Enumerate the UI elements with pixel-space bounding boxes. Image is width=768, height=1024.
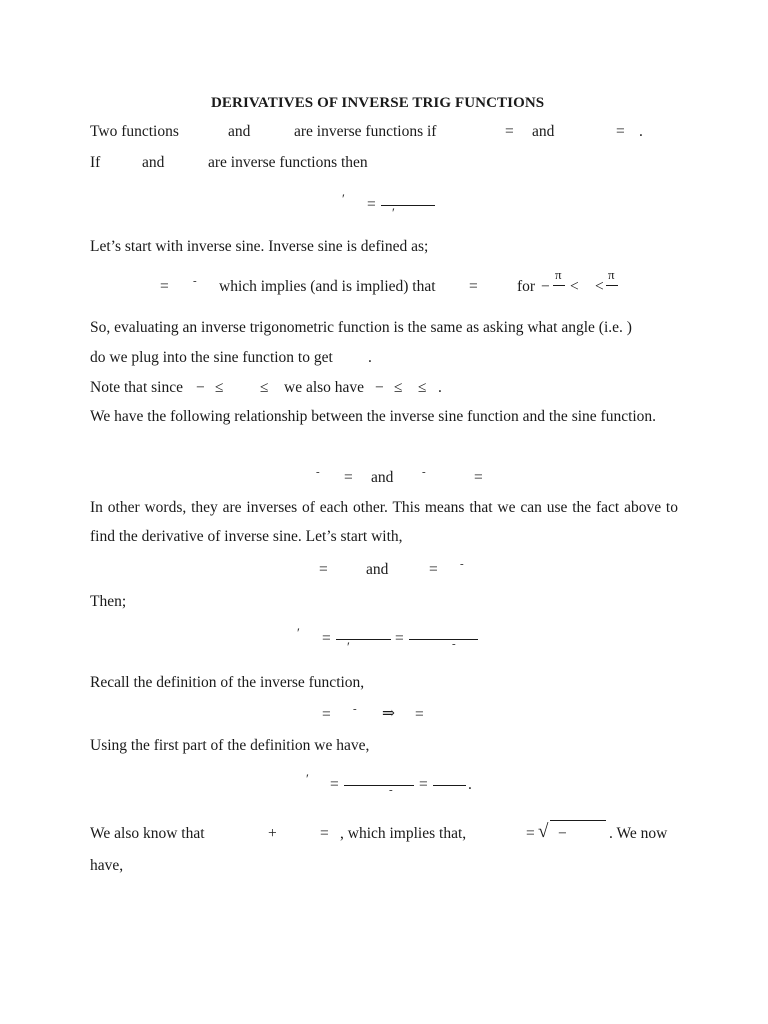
equals-sign: = bbox=[395, 630, 404, 647]
equals-sign: = bbox=[616, 123, 625, 140]
equals-sign: = bbox=[160, 278, 169, 295]
text-evaluating-line: So, evaluating an inverse trigonometric function is the same as asking what angle (i.e. ) bbox=[90, 319, 632, 336]
fraction-bar bbox=[606, 285, 618, 286]
text-evaluating bbox=[90, 320, 678, 336]
superscript-minus: - bbox=[193, 275, 197, 287]
less-equal: ≤ bbox=[418, 379, 427, 396]
text-which-implies-that: , which implies that, bbox=[340, 825, 467, 842]
text-if: If bbox=[90, 154, 101, 171]
text-for: for bbox=[517, 278, 536, 295]
equals-sign: = bbox=[419, 776, 428, 793]
text-which-implies: which implies (and is implied) that bbox=[219, 278, 436, 295]
minus-sign: − bbox=[196, 379, 205, 396]
superscript-minus: - bbox=[389, 784, 393, 796]
text-then: Then; bbox=[90, 593, 127, 610]
text-and: and bbox=[228, 123, 251, 140]
equals-sign: = bbox=[320, 825, 329, 842]
superscript-minus: - bbox=[452, 638, 456, 650]
paragraph-inverses bbox=[90, 493, 678, 551]
text-are-inverse-then: are inverse functions then bbox=[208, 154, 368, 171]
superscript-minus: - bbox=[460, 558, 464, 570]
less-equal: ≤ bbox=[260, 379, 269, 396]
equals-sign: = bbox=[367, 196, 376, 213]
minus-sign: − bbox=[558, 825, 567, 842]
text-recall-definition: Recall the definition of the inverse function, bbox=[90, 674, 365, 691]
text-we-also-know: We also know that bbox=[90, 825, 205, 842]
text-and: and bbox=[532, 123, 555, 140]
text-and: and bbox=[366, 561, 389, 578]
fraction-bar bbox=[553, 285, 565, 286]
minus-sign: − bbox=[541, 278, 550, 295]
equals-sign: = bbox=[330, 776, 339, 793]
fraction-bar bbox=[409, 639, 478, 640]
period: . bbox=[468, 776, 472, 793]
less-than: < bbox=[570, 278, 579, 295]
paragraph-inverses-text: In other words, they are inverses of each other. This means that we can use the fact above to find the derivative of inverse sine. Let’s start with, bbox=[90, 499, 678, 545]
fraction-bar bbox=[336, 639, 391, 640]
equals-sign: = bbox=[474, 469, 483, 486]
equals-sign: = bbox=[526, 825, 535, 842]
prime-mark: ′ bbox=[392, 205, 395, 220]
paragraph-relationship-text: We have the following relationship between the inverse sine function and the sine function. bbox=[90, 408, 657, 425]
implies-arrow: ⇒ bbox=[382, 705, 395, 722]
page-title: DERIVATIVES OF INVERSE TRIG FUNCTIONS bbox=[211, 95, 545, 111]
text-we-also-have: we also have bbox=[284, 379, 365, 396]
superscript-minus: - bbox=[422, 466, 426, 478]
period: . bbox=[368, 349, 372, 366]
plus-sign: + bbox=[268, 825, 277, 842]
less-than: < bbox=[595, 278, 604, 295]
paragraph-relationship bbox=[90, 402, 678, 431]
equals-sign: = bbox=[322, 706, 331, 723]
prime-mark: ′ bbox=[347, 639, 350, 654]
superscript-minus: - bbox=[316, 466, 320, 478]
text-and: and bbox=[371, 469, 394, 486]
sqrt-symbol: √ bbox=[538, 821, 549, 842]
equals-sign: = bbox=[344, 469, 353, 486]
pi-symbol: π bbox=[555, 267, 562, 282]
superscript-minus: - bbox=[353, 703, 357, 715]
sqrt-overline bbox=[550, 820, 606, 821]
equals-sign: = bbox=[415, 706, 424, 723]
pi-symbol: π bbox=[608, 267, 615, 282]
less-equal: ≤ bbox=[215, 379, 224, 396]
text-using-first-part: Using the first part of the definition we have, bbox=[90, 737, 370, 754]
text-are-inverse: are inverse functions if bbox=[294, 123, 437, 140]
less-equal: ≤ bbox=[394, 379, 403, 396]
period: . bbox=[639, 123, 643, 140]
equals-sign: = bbox=[469, 278, 478, 295]
prime-mark: ′ bbox=[342, 191, 345, 206]
period: . bbox=[438, 379, 442, 396]
prime-mark: ′ bbox=[297, 625, 300, 640]
equals-sign: = bbox=[322, 630, 331, 647]
text-have: have, bbox=[90, 857, 124, 874]
equals-sign: = bbox=[319, 561, 328, 578]
text-inverse-sine-intro: Let’s start with inverse sine. Inverse sine is defined as; bbox=[90, 238, 429, 255]
text-we-now: . We now bbox=[609, 825, 668, 842]
minus-sign: − bbox=[375, 379, 384, 396]
fraction-bar bbox=[381, 205, 435, 206]
text-plug: do we plug into the sine function to get bbox=[90, 349, 333, 366]
prime-mark: ′ bbox=[306, 771, 309, 786]
text-two-functions: Two functions bbox=[90, 123, 179, 140]
text-note-since: Note that since bbox=[90, 379, 183, 396]
fraction-bar bbox=[344, 785, 414, 786]
text-and: and bbox=[142, 154, 165, 171]
equals-sign: = bbox=[429, 561, 438, 578]
fraction-bar bbox=[433, 785, 466, 786]
equals-sign: = bbox=[505, 123, 514, 140]
